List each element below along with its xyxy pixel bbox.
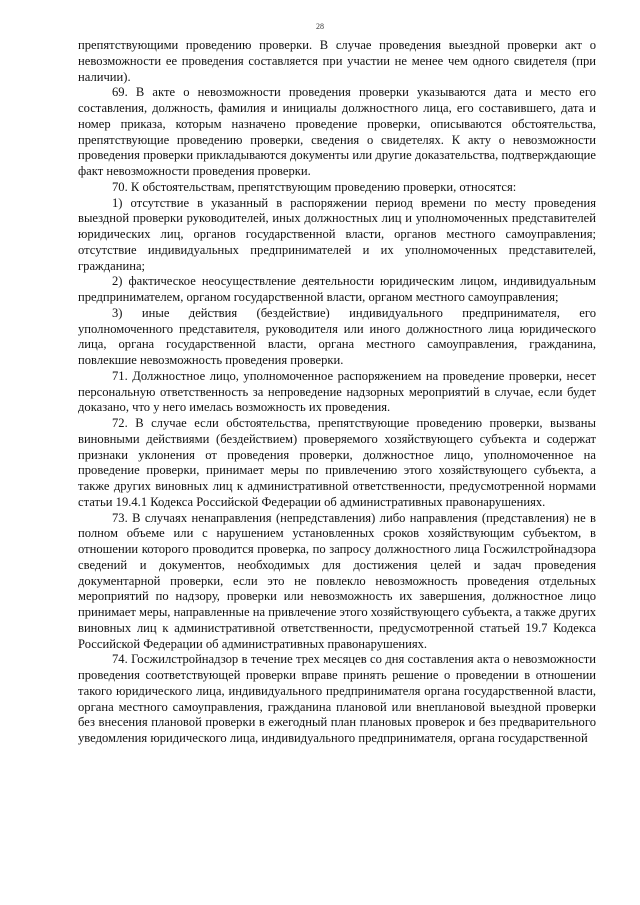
paragraph-74: 74. Госжилстройнадзор в течение трех месяцев со дня составления акта о невозможности проведения соответствующей проверки вправе принять решение о проведении в отношении такого юридического лица, индивидуального предпринимателя органа государственной власти, органа местного самоуправления, гражданина плановой или внеплановой выездной проверки без внесения плановой проверки в ежегодный план плановых проверок и без предварительного уведомления юридического лица, индивидуального предпринимателя, органа государственной: [78, 652, 596, 745]
paragraph-71: 71. Должностное лицо, уполномоченное распоряжением на проведение проверки, несет персональную ответственность за непроведение надзорных мероприятий в случае, если будет доказано, что у него имелась возможность их проведения.: [78, 368, 596, 415]
document-body: [78, 38, 596, 747]
paragraph-70: 70. К обстоятельствам, препятствующим проведению проверки, относятся:: [112, 179, 517, 194]
paragraph-70-item-1: 1) отсутствие в указанный в распоряжении период времени по месту проведения выездной проверки руководителей, иных должностных лиц и уполномоченных представителей юридических лиц, органов государственной власти, органов местного самоуправления; отсутствие индивидуальных предпринимателей и их уполномоченных представителей, гражданина;: [78, 195, 596, 273]
paragraph-70-item-2: 2) фактическое неосуществление деятельности юридическим лицом, индивидуальным предпринимателем, органом государственной власти, органом местного самоуправления;: [78, 274, 596, 304]
page-number: 28: [316, 22, 324, 31]
paragraph-69: 69. В акте о невозможности проведения проверки указываются дата и место его составления, должность, фамилия и инициалы должностного лица, его составившего, дата и номер приказа, которым назначено проведение проверки, описываются обстоятельства, препятствующие проведению проверки, сведения о свидетелях. К акту о невозможности проведения проверки прикладываются документы или другие доказательства, подтверждающие факт невозможности проведения проверки.: [78, 85, 596, 178]
paragraph-continuation: препятствующими проведению проверки. В случае проведения выездной проверки акт о невозможности ее проведения составляется при участии не менее чем одного свидетеля (при наличии).: [78, 38, 596, 84]
paragraph-73: 73. В случаях ненаправления (непредставления) либо направления (представления) не в полном объеме или с нарушением установленных сроков хозяйствующим субъектом, в отношении которого проводится проверка, по запросу должностного лица Госжилстройнадзора сведений и документов, необходимых для достижения целей и задач проведения документарной проверки, если это не повлекло невозможность проведения отдельных мероприятий по надзору, проверки или невозможность их завершения, должностное лицо принимает меры, направленные на привлечение этого хозяйствующего субъекта, а также других виновных лиц к административной ответственности, предусмотренной статьей 19.7 Кодекса Российской Федерации об административных правонарушениях.: [78, 510, 596, 651]
paragraph-70-item-3: 3) иные действия (бездействие) индивидуального предпринимателя, его уполномоченного представителя, руководителя или иного должностного лица юридического лица, органа государственной власти, органа местного самоуправления, гражданина, повлекшие невозможность проведения проверки.: [78, 305, 596, 367]
paragraph-72: 72. В случае если обстоятельства, препятствующие проведению проверки, вызваны виновными действиями (бездействием) проверяемого хозяйствующего субъекта и содержат признаки уклонения от проведения проверки, должностное лицо, уполномоченное на проведение проверки, принимает меры по привлечению этого хозяйствующего субъекта, а также других виновных лиц к административной ответственности, предусмотренной нормами статьи 19.4.1 Кодекса Российской Федерации об административных правонарушениях.: [78, 416, 596, 509]
